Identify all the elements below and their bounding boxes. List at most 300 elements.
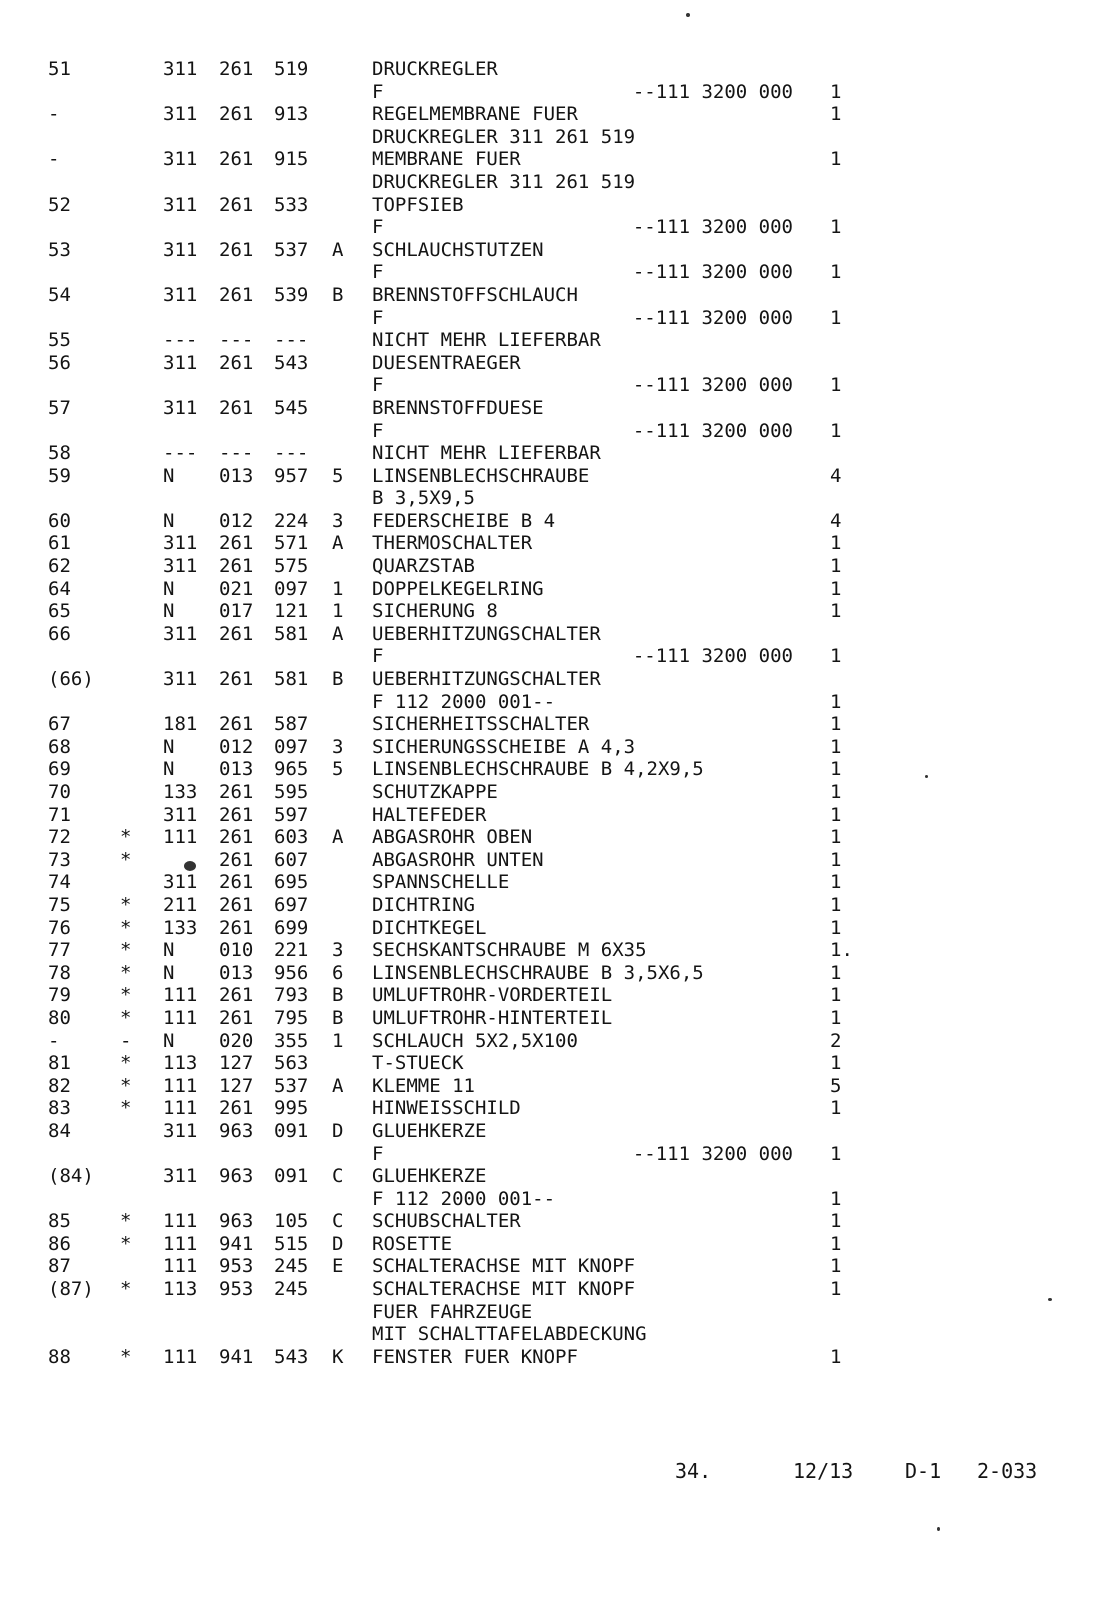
part-number-main: 261 [219,532,254,555]
quantity: 1 [830,1097,842,1120]
quantity: 1 [830,645,842,668]
part-description: SICHERUNGSSCHEIBE A 4,3 [372,735,636,758]
quantity: 1 [830,893,842,916]
quantity: 1 [830,419,842,442]
part-number-sub: 915 [274,148,309,171]
serial-range-from: F [372,645,384,668]
table-row [0,171,1109,194]
table-row [0,1097,1109,1120]
table-row [0,487,1109,510]
part-number-group: 113 [163,1278,198,1301]
part-number-main: 261 [219,238,254,261]
table-row [0,1007,1109,1030]
table-row [0,397,1109,420]
part-description: HINWEISSCHILD [372,1097,521,1120]
reference-code: 2-033 [977,1459,1038,1483]
position-number: 61 [48,532,71,555]
table-row [0,1143,1109,1166]
part-number-group: N [163,509,175,532]
part-number-main: 261 [219,351,254,374]
quantity: 1 [830,735,842,758]
part-number-main: 261 [219,58,254,80]
quantity: 4 [830,464,842,487]
position-number: 69 [48,758,71,781]
quantity: 1 [830,103,842,126]
part-number-main: 261 [219,826,254,849]
part-description: SCHLAUCHSTUTZEN [372,238,544,261]
serial-range-to: --111 3200 000 [632,645,793,668]
quantity: 2 [830,1029,842,1052]
part-number-sub: 699 [274,916,309,939]
part-number-group: 133 [163,781,198,803]
table-row [0,1278,1109,1301]
part-suffix: B [332,984,344,1007]
table-row [0,555,1109,578]
part-number-main: 127 [219,1074,254,1097]
part-number-group: 311 [163,148,198,171]
position-number: 62 [48,555,71,578]
position-number: 80 [48,1006,71,1029]
part-number-main: 261 [219,713,254,736]
part-number-main: 261 [219,193,254,216]
table-row [0,148,1109,171]
change-marker: * [120,826,132,849]
part-number-group: 311 [163,103,198,126]
position-number: 87 [48,1255,71,1278]
part-number-group: 311 [163,1119,198,1142]
quantity: 1 [830,781,842,803]
table-row [0,103,1109,126]
part-number-sub: 097 [274,735,309,758]
table-row [0,804,1109,827]
part-description: SCHALTERACHSE MIT KNOPF [372,1278,636,1301]
part-number-group: 111 [163,1006,198,1029]
part-number-main: 261 [219,916,254,939]
part-suffix: E [332,1255,344,1278]
change-marker: * [120,1278,132,1301]
part-number-group: 111 [163,826,198,849]
part-number-group: 311 [163,622,198,645]
part-description: F 112 2000 001-- [372,690,556,713]
part-number-group: 311 [163,351,198,374]
position-number: 84 [48,1119,71,1142]
part-number-sub: 091 [274,1119,309,1142]
part-suffix: 5 [332,758,344,781]
serial-range-from: F [372,419,384,442]
ink-blot [184,861,196,871]
part-number-sub: 571 [274,532,309,555]
part-description: LINSENBLECHSCHRAUBE [372,464,590,487]
part-number-main: --- [219,442,254,465]
part-number-sub: 121 [274,600,309,623]
part-number-sub: 697 [274,893,309,916]
part-description: SCHUTZKAPPE [372,781,498,803]
part-number-main: 261 [219,103,254,126]
part-number-main: 010 [219,939,254,962]
table-row [0,962,1109,985]
part-suffix: 5 [332,464,344,487]
part-suffix: C [332,1210,344,1233]
position-number: 52 [48,193,71,216]
serial-range-from: F [372,216,384,239]
part-description: MIT SCHALTTAFELABDECKUNG [372,1323,647,1346]
part-number-group: 311 [163,668,198,691]
part-number-sub: 603 [274,826,309,849]
part-suffix: 3 [332,939,344,962]
position-number: (84) [48,1165,94,1188]
part-number-sub: --- [274,442,309,465]
position-number: 88 [48,1345,71,1368]
quantity: 1 [830,1210,842,1233]
quantity: 1 [830,1345,842,1368]
part-description: SICHERHEITSSCHALTER [372,713,590,736]
part-number-main: 963 [219,1210,254,1233]
part-number-main: 012 [219,509,254,532]
position-number: 51 [48,58,71,80]
part-number-group: 311 [163,871,198,894]
part-number-main: 261 [219,893,254,916]
part-description: TOPFSIEB [372,193,464,216]
part-description: KLEMME 11 [372,1074,475,1097]
part-suffix: 6 [332,961,344,984]
part-suffix: 3 [332,509,344,532]
quantity: 1 [830,80,842,103]
position-number: 55 [48,329,71,352]
part-description: SPANNSCHELLE [372,871,510,894]
part-number-sub: 221 [274,939,309,962]
table-row [0,58,1109,81]
part-number-sub: 545 [274,396,309,419]
part-number-main: 963 [219,1165,254,1188]
quantity: 1 [830,148,842,171]
position-number: 79 [48,984,71,1007]
part-number-main: 013 [219,758,254,781]
part-number-main: 012 [219,735,254,758]
change-marker: * [120,1210,132,1233]
part-number-main: --- [219,329,254,352]
part-number-group: N [163,464,175,487]
part-number-sub: 097 [274,577,309,600]
position-number: 56 [48,351,71,374]
position-number: 54 [48,283,71,306]
sheet-number: 12/13 [793,1459,854,1483]
part-number-main: 261 [219,871,254,894]
part-number-sub: 575 [274,555,309,578]
table-row [0,600,1109,623]
part-number-group: 311 [163,1165,198,1188]
part-number-group: 111 [163,1074,198,1097]
table-row [0,1210,1109,1233]
part-number-group: 311 [163,283,198,306]
position-number: - [48,148,60,171]
table-row [0,194,1109,217]
quantity: 1 [830,1232,842,1255]
quantity: 1 [830,216,842,239]
position-number: 67 [48,713,71,736]
part-description: ABGASROHR OBEN [372,826,533,849]
serial-range-from: F [372,80,384,103]
table-row [0,284,1109,307]
quantity: 1 [830,826,842,849]
part-number-sub: 607 [274,848,309,871]
change-marker: * [120,961,132,984]
part-number-group: 111 [163,1232,198,1255]
part-number-sub: 245 [274,1255,309,1278]
part-number-group: 133 [163,916,198,939]
table-row [0,826,1109,849]
table-row [0,1301,1109,1324]
part-number-group: N [163,577,175,600]
quantity: 1 [830,871,842,894]
part-description: DUESENTRAEGER [372,351,521,374]
part-number-main: 020 [219,1029,254,1052]
part-number-group: N [163,758,175,781]
part-description: BRENNSTOFFDUESE [372,396,544,419]
change-marker: * [120,1097,132,1120]
part-description: NICHT MEHR LIEFERBAR [372,442,601,465]
part-suffix: C [332,1165,344,1188]
part-number-main: 261 [219,555,254,578]
part-number-sub: 995 [274,1097,309,1120]
part-description: F 112 2000 001-- [372,1187,556,1210]
part-description: ABGASROHR UNTEN [372,848,544,871]
change-marker: * [120,1345,132,1368]
quantity: 1 [830,803,842,826]
table-row [0,1030,1109,1053]
table-row [0,465,1109,488]
quantity: 1 [830,306,842,329]
table-row [0,239,1109,262]
part-description: B 3,5X9,5 [372,487,475,510]
part-number-sub: 355 [274,1029,309,1052]
table-row [0,871,1109,894]
part-description: FENSTER FUER KNOPF [372,1345,578,1368]
part-number-group: 113 [163,1052,198,1075]
part-description: UMLUFTROHR-HINTERTEIL [372,1006,613,1029]
part-number-main: 953 [219,1255,254,1278]
table-row [0,758,1109,781]
position-number: (87) [48,1278,94,1301]
position-number: (66) [48,668,94,691]
quantity: 1 [830,532,842,555]
part-suffix: 1 [332,600,344,623]
part-number-group: 311 [163,555,198,578]
part-number-group: --- [163,329,198,352]
part-description: SECHSKANTSCHRAUBE M 6X35 [372,939,647,962]
position-number: 57 [48,396,71,419]
part-suffix: 1 [332,577,344,600]
change-marker: * [120,916,132,939]
position-number: 85 [48,1210,71,1233]
part-number-group: 181 [163,713,198,736]
part-number-sub: 224 [274,509,309,532]
change-marker: * [120,1006,132,1029]
part-description: LINSENBLECHSCHRAUBE B 3,5X6,5 [372,961,704,984]
part-description: DOPPELKEGELRING [372,577,544,600]
part-number-sub: 793 [274,984,309,1007]
part-suffix: A [332,532,344,555]
part-description: THERMOSCHALTER [372,532,533,555]
position-number: 58 [48,442,71,465]
table-row [0,1233,1109,1256]
part-number-sub: 913 [274,103,309,126]
part-number-sub: 795 [274,1006,309,1029]
quantity: 1 [830,690,842,713]
part-number-group: 111 [163,984,198,1007]
part-number-sub: 595 [274,781,309,803]
part-number-group: N [163,961,175,984]
part-number-main: 261 [219,1097,254,1120]
serial-range-from: F [372,261,384,284]
part-number-group: 211 [163,893,198,916]
part-number-main: 261 [219,984,254,1007]
quantity: 1. [830,939,853,962]
part-number-group: 111 [163,1255,198,1278]
part-number-sub: 543 [274,1345,309,1368]
table-row [0,736,1109,759]
scan-speck [686,13,690,17]
table-row [0,442,1109,465]
position-number: 75 [48,893,71,916]
part-number-sub: 105 [274,1210,309,1233]
change-marker: * [120,1074,132,1097]
quantity: 1 [830,961,842,984]
table-row [0,329,1109,352]
part-number-group: 111 [163,1097,198,1120]
serial-range-to: --111 3200 000 [632,306,793,329]
part-suffix: 3 [332,735,344,758]
change-marker: * [120,984,132,1007]
quantity: 1 [830,1142,842,1165]
table-row [0,849,1109,872]
table-row [0,1323,1109,1346]
position-number: 77 [48,939,71,962]
part-suffix: B [332,1006,344,1029]
quantity: 1 [830,916,842,939]
quantity: 1 [830,984,842,1007]
part-number-sub: 587 [274,713,309,736]
part-number-main: 021 [219,577,254,600]
part-suffix: B [332,283,344,306]
table-row [0,939,1109,962]
part-description: T-STUECK [372,1052,464,1075]
position-number: 72 [48,826,71,849]
part-number-main: 013 [219,961,254,984]
change-marker: - [120,1029,132,1052]
table-row [0,261,1109,284]
part-description: MEMBRANE FUER [372,148,521,171]
part-number-group: N [163,939,175,962]
part-number-group: 311 [163,238,198,261]
part-number-sub: 537 [274,1074,309,1097]
part-description: UMLUFTROHR-VORDERTEIL [372,984,613,1007]
serial-range-from: F [372,306,384,329]
position-number: 64 [48,577,71,600]
table-row [0,81,1109,104]
position-number: 53 [48,238,71,261]
table-row [0,420,1109,443]
scan-speck [937,1527,940,1531]
table-row [0,894,1109,917]
change-marker: * [120,848,132,871]
part-number-sub: 695 [274,871,309,894]
position-number: 76 [48,916,71,939]
part-description: SICHERUNG 8 [372,600,498,623]
part-description: DRUCKREGLER 311 261 519 [372,170,636,193]
part-number-main: 941 [219,1232,254,1255]
quantity: 1 [830,1006,842,1029]
position-number: 81 [48,1052,71,1075]
part-number-main: 941 [219,1345,254,1368]
table-row [0,668,1109,691]
part-description: ROSETTE [372,1232,453,1255]
part-number-group: N [163,1029,175,1052]
part-number-group: N [163,600,175,623]
part-number-main: 013 [219,464,254,487]
document-code: D-1 [905,1459,942,1483]
table-row [0,216,1109,239]
part-number-main: 261 [219,396,254,419]
position-number: - [48,1029,60,1052]
table-row [0,1346,1109,1369]
table-row [0,713,1109,736]
serial-range-to: --111 3200 000 [632,261,793,284]
part-number-main: 261 [219,803,254,826]
part-description: FEDERSCHEIBE B 4 [372,509,556,532]
part-number-main: 261 [219,622,254,645]
part-description: GLUEHKERZE [372,1165,487,1188]
position-number: 82 [48,1074,71,1097]
position-number: 86 [48,1232,71,1255]
quantity: 1 [830,577,842,600]
position-number: 78 [48,961,71,984]
quantity: 1 [830,848,842,871]
part-suffix: K [332,1345,344,1368]
part-number-sub: 539 [274,283,309,306]
part-description: UEBERHITZUNGSCHALTER [372,668,601,691]
change-marker: * [120,1232,132,1255]
quantity: 1 [830,374,842,397]
quantity: 1 [830,713,842,736]
part-suffix: A [332,238,344,261]
position-number: 73 [48,848,71,871]
part-suffix: D [332,1119,344,1142]
table-row [0,1120,1109,1143]
table-row [0,510,1109,533]
quantity: 1 [830,1278,842,1301]
table-row [0,352,1109,375]
part-number-main: 261 [219,848,254,871]
part-number-sub: 563 [274,1052,309,1075]
change-marker: * [120,893,132,916]
table-row [0,1075,1109,1098]
part-number-main: 953 [219,1278,254,1301]
part-number-sub: 956 [274,961,309,984]
quantity: 1 [830,600,842,623]
serial-range-to: --111 3200 000 [632,80,793,103]
change-marker: * [120,1052,132,1075]
serial-range-to: --111 3200 000 [632,419,793,442]
part-number-group: 111 [163,1210,198,1233]
scan-speck [925,775,928,778]
serial-range-from: F [372,374,384,397]
part-number-main: 017 [219,600,254,623]
part-suffix: A [332,622,344,645]
position-number: 70 [48,781,71,803]
table-row [0,1052,1109,1075]
position-number: 74 [48,871,71,894]
scan-speck [1048,1298,1052,1301]
